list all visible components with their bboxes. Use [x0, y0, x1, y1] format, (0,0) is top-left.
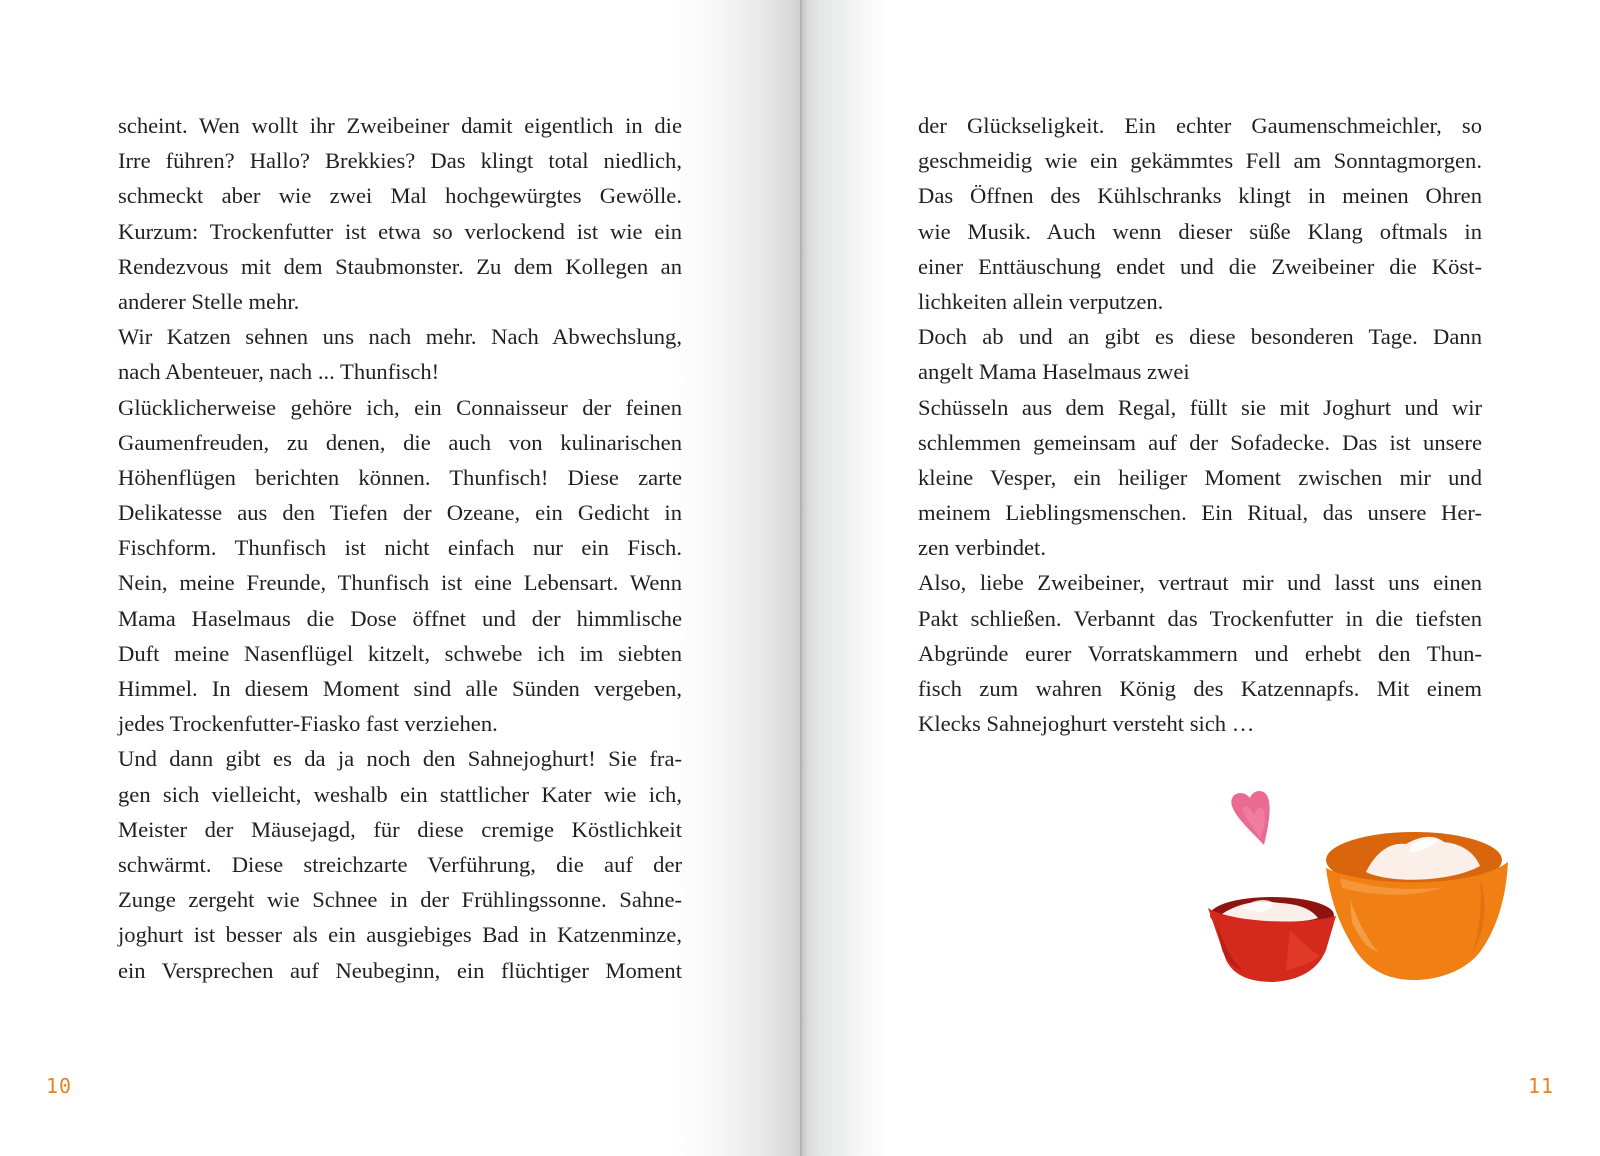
text-line: Glücklicherweise gehöre ich, ein Connaisseur der feinen [118, 394, 682, 420]
text-line: Fischform. Thunfisch ist nicht einfach nur ein Fisch. [118, 535, 682, 561]
text-line: ein Versprechen auf Neubeginn, ein flüchtiger Moment [118, 957, 682, 983]
heart-icon [1231, 791, 1269, 845]
text-line: Himmel. In diesem Moment sind alle Sünden vergeben, [118, 676, 682, 701]
text-line: geschmeidig wie ein gekämmtes Fell am Sonntagmorgen. [918, 148, 1482, 174]
text-line: angelt Mama Haselmaus zwei [918, 359, 1190, 385]
text-line: nach Abenteuer, nach ... Thunfisch! [118, 359, 440, 385]
text-line: Also, liebe Zweibeiner, vertraut mir und lasst uns einen [918, 570, 1482, 596]
left-page-body-text [118, 108, 682, 988]
text-line: gen sich vielleicht, weshalb ein stattlicher Kater wie ich, [118, 781, 682, 807]
text-line: Rendezvous mit dem Staubmonster. Zu dem Kollegen an [118, 253, 682, 279]
text-line: Schüsseln aus dem Regal, füllt sie mit Joghurt und wir [918, 394, 1482, 420]
text-line: anderer Stelle mehr. [118, 288, 300, 314]
text-line: fisch zum wahren König des Katzennapfs. Mit einem [918, 676, 1482, 701]
text-line: einer Enttäuschung endet und die Zweibeiner die Köst- [918, 253, 1482, 279]
text-line: Das Öffnen des Kühlschranks klingt in meinen Ohren [918, 183, 1482, 209]
text-line: Delikatesse aus den Tiefen der Ozeane, ein Gedicht in [118, 500, 682, 526]
text-line: Irre führen? Hallo? Brekkies? Das klingt total niedlich, [118, 148, 682, 174]
text-line: Doch ab und an gibt es diese besonderen Tage. Dann [918, 324, 1482, 350]
text-line: Meister der Mäusejagd, für diese cremige Köstlichkeit [118, 816, 682, 842]
text-line: Pakt schließen. Verbannt das Trockenfutter in die tiefsten [918, 605, 1482, 631]
text-line: jedes Trockenfutter-Fiasko fast verziehen. [118, 711, 498, 737]
text-line: Höhenflügen berichten können. Thunfisch! Diese zarte [118, 464, 682, 490]
right-page [800, 0, 1600, 1156]
text-line: lichkeiten allein verputzen. [918, 288, 1164, 314]
large-orange-bowl [1326, 832, 1508, 980]
text-line: meinem Lieblingsmenschen. Ein Ritual, das unsere Her- [918, 500, 1482, 526]
text-line: Nein, meine Freunde, Thunfisch ist eine Lebensart. Wenn [118, 570, 682, 596]
text-line: joghurt ist besser als ein ausgiebiges Bad in Katzenminze, [118, 922, 682, 948]
text-line: Duft meine Nasenflügel kitzelt, schwebe ich im siebten [118, 640, 682, 666]
text-line: schlemmen gemeinsam auf der Sofadecke. Das ist unsere [918, 429, 1482, 455]
text-line: schwärmt. Diese streichzarte Verführung, die auf der [118, 851, 682, 877]
text-line: kleine Vesper, ein heiliger Moment zwischen mir und [918, 464, 1482, 490]
text-line: Gaumenfreuden, zu denen, die auch von kulinarischen [118, 429, 682, 455]
text-line: Zunge zergeht wie Schnee in der Frühlingssonne. Sahne- [118, 887, 682, 913]
yoghurt-bowls-illustration [1190, 790, 1520, 1010]
text-line: Abgründe eurer Vorratskammern und erhebt den Thun- [918, 640, 1482, 666]
text-line: schmeckt aber wie zwei Mal hochgewürgtes Gewölle. [118, 183, 682, 209]
text-line: Wir Katzen sehnen uns nach mehr. Nach Abwechslung, [118, 324, 682, 350]
text-line: scheint. Wen wollt ihr Zweibeiner damit eigentlich in die [118, 113, 682, 138]
text-line: Und dann gibt es da ja noch den Sahnejoghurt! Sie fra- [118, 746, 682, 772]
page-number-right: 11 [1528, 1074, 1555, 1098]
right-page-body-text [918, 108, 1482, 741]
text-line: der Glückseligkeit. Ein echter Gaumenschmeichler, so [918, 113, 1482, 138]
text-line: zen verbindet. [918, 535, 1046, 561]
text-line: Klecks Sahnejoghurt versteht sich … [918, 711, 1255, 737]
small-red-bowl [1208, 897, 1336, 982]
text-line: Mama Haselmaus die Dose öffnet und der himmlische [118, 605, 682, 631]
page-number-left: 10 [46, 1074, 73, 1098]
text-line: Kurzum: Trockenfutter ist etwa so verlockend ist wie ein [118, 218, 682, 244]
text-line: wie Musik. Auch wenn dieser süße Klang oftmals in [918, 218, 1482, 244]
